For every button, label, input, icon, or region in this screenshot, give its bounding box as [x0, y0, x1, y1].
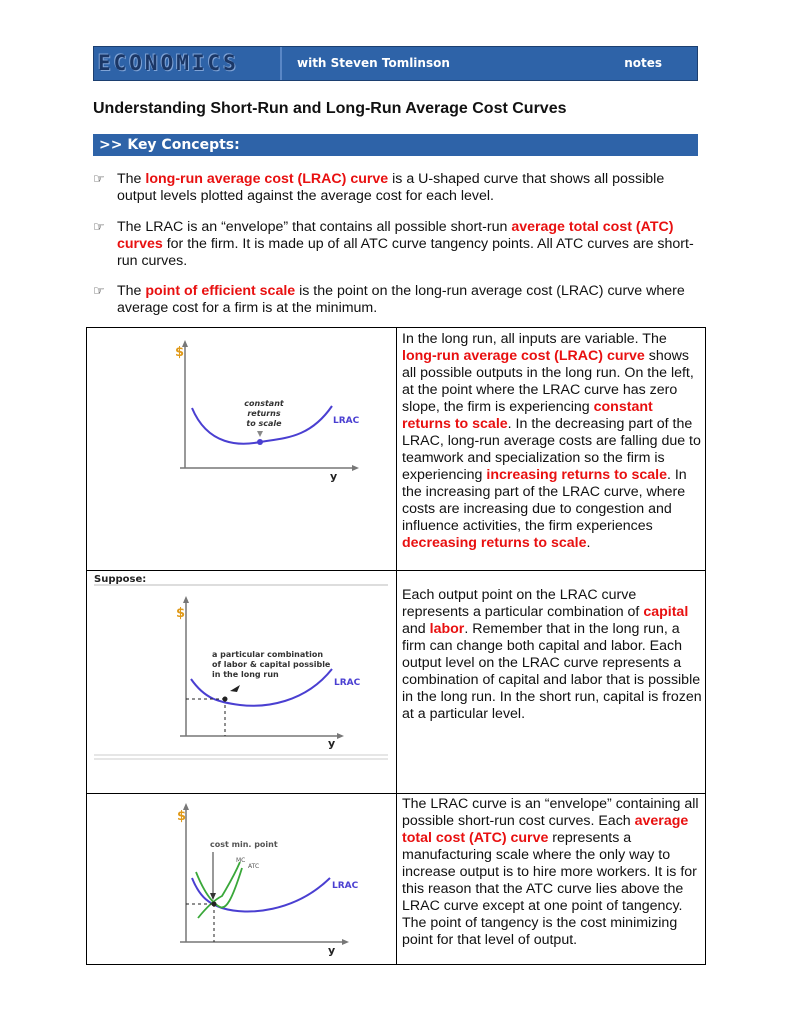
notes-label: notes	[624, 56, 662, 70]
header-banner	[93, 46, 698, 81]
body-text: . In the decreasing part of the LRAC, long-run average costs are falling due to teamwork and specialization so the firm is experiencing	[402, 416, 701, 483]
pointer-arrow-icon	[257, 431, 263, 437]
highlight-term: increasing returns to scale	[486, 467, 667, 483]
lrac-graph-3	[170, 800, 370, 958]
annotation-line-1: a particular combination	[212, 650, 324, 659]
y-axis-label: $	[176, 606, 186, 621]
annotation-line-1: constant	[244, 399, 284, 408]
lrac-graph-1	[170, 338, 370, 488]
body-text: shows all possible outputs in the long run. On the left, at the point where the LRAC curve has zero slope, the firm is experiencing	[402, 348, 694, 415]
table-border-middle	[396, 327, 397, 965]
x-axis-arrow-icon	[337, 733, 344, 739]
key-concepts-bar: >> Key Concepts:	[93, 134, 698, 156]
bullet-2: ☞ The LRAC is an “envelope” that contains all possible short-run average total cost (ATC) curves for the firm. It is made up of all ATC curve tangency points. All ATC curves are short-run curves.	[93, 219, 694, 269]
curve-label: LRAC	[332, 881, 359, 891]
pointing-hand-icon: ☞	[93, 172, 105, 187]
bullet-3: ☞ The point of efficient scale is the point on the long-run average cost (LRAC) curve where average cost for a firm is at the minimum.	[93, 283, 685, 316]
y-axis-label: $	[177, 809, 187, 824]
pointing-hand-icon: ☞	[93, 220, 105, 235]
table-border-left	[86, 327, 87, 965]
combination-point	[223, 697, 228, 702]
author-label: with Steven Tomlinson	[297, 56, 450, 70]
table-border-right	[705, 327, 706, 965]
mc-label: MC	[236, 857, 246, 864]
annotation-line-2: of labor & capital possible	[212, 660, 331, 669]
cost-min-label: cost min. point	[210, 840, 278, 849]
x-axis-label: y	[328, 944, 336, 957]
row-2-text	[402, 587, 702, 723]
annotation-line-2: returns	[247, 409, 281, 418]
body-text: The LRAC curve is an “envelope” containing all possible short-run cost curves. Each	[402, 796, 699, 829]
highlight-term: labor	[429, 621, 465, 637]
body-text: Each output point on the LRAC curve represents a particular combination of	[402, 587, 644, 620]
body-text: In the long run, all inputs are variable. The	[402, 331, 667, 347]
body-text: and	[402, 621, 430, 637]
highlight-term: constant returns to scale	[402, 399, 653, 432]
body-text: . In the increasing part of the LRAC curve, where costs are increasing due to congestion and influence activities, the firm experiences	[402, 467, 687, 534]
annotation-line-3: in the long run	[212, 670, 279, 679]
y-axis-arrow-icon	[183, 596, 189, 603]
brand-logo: ECONOMICS	[98, 51, 239, 75]
y-axis-label: $	[175, 345, 185, 360]
suppose-heading: Suppose:	[94, 574, 147, 585]
lrac-graph-2	[90, 571, 392, 789]
row-3-text	[402, 796, 702, 949]
x-axis-label: y	[328, 737, 336, 750]
highlight-term: decreasing returns to scale	[402, 535, 587, 551]
pointer-arrow-icon	[230, 685, 240, 692]
x-axis-arrow-icon	[342, 939, 349, 945]
body-text: .	[586, 535, 591, 551]
body-text: . Remember that in the long run, a firm can change both capital and labor. Each output level on the LRAC curve represents a combination of capital and labor that is possible in the long run. In the short run, capital is frozen at a particular level.	[402, 621, 702, 722]
curve-label: LRAC	[334, 678, 361, 688]
x-axis-label: y	[330, 470, 338, 483]
row-1-text	[402, 331, 702, 552]
page-title: Understanding Short-Run and Long-Run Average Cost Curves	[93, 100, 567, 117]
highlight-term: average total cost (ATC) curve	[402, 813, 689, 846]
highlight-term: capital	[643, 604, 689, 620]
banner-divider	[280, 47, 282, 80]
bullet-1: ☞ The long-run average cost (LRAC) curve is a U-shaped curve that shows all possible output levels plotted against the average cost for each level.	[93, 171, 665, 204]
body-text: represents a manufacturing scale where the only way to increase output is to hire more workers. It is for this reason that the ATC curve lies above the LRAC curve except at one point of tangency. The point of tangency is the cost minimizing point for that level of output.	[402, 830, 697, 948]
tangency-point	[212, 902, 217, 907]
min-point	[257, 439, 263, 445]
annotation-line-3: to scale	[246, 419, 282, 428]
atc-label: ATC	[248, 863, 260, 870]
curve-label: LRAC	[333, 416, 360, 426]
table-row-divider-2	[86, 793, 706, 794]
highlight-term: long-run average cost (LRAC) curve	[402, 348, 645, 364]
table-border-bottom	[86, 964, 706, 965]
x-axis-arrow-icon	[352, 465, 359, 471]
pointing-hand-icon: ☞	[93, 284, 105, 299]
